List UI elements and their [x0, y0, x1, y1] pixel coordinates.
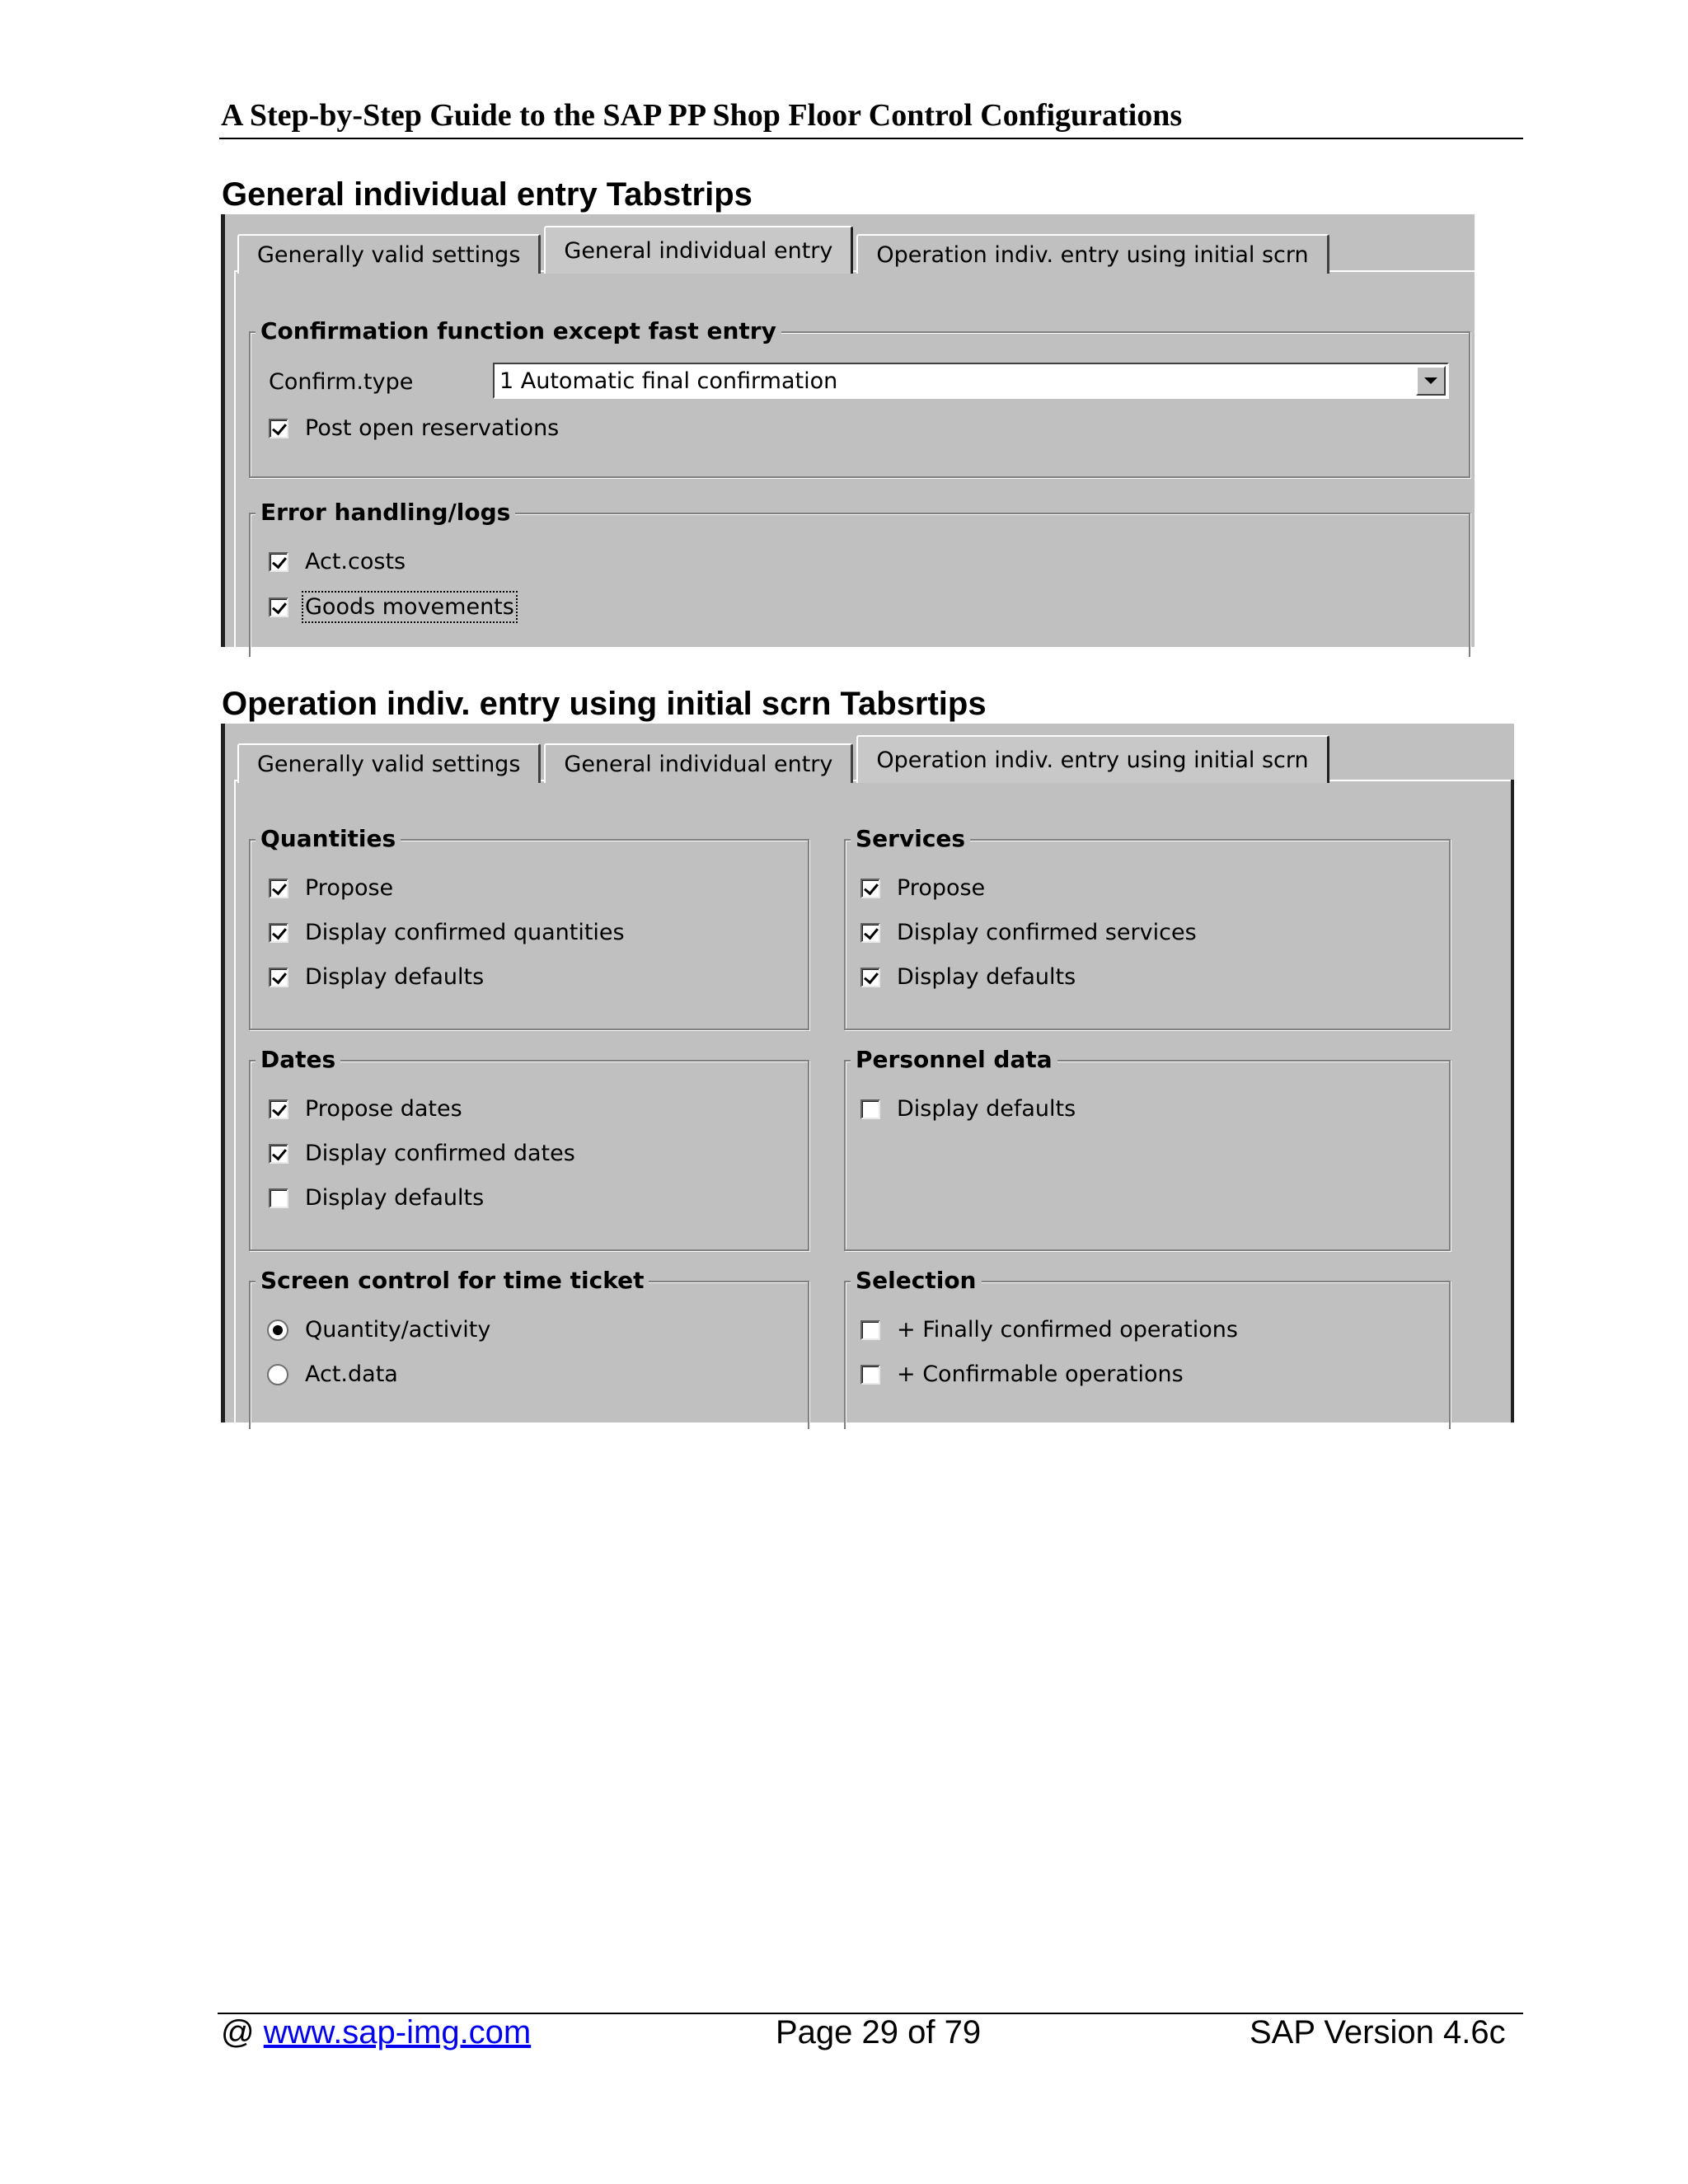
dropdown-button[interactable] — [1416, 366, 1446, 396]
checkbox-label: Post open reservations — [305, 415, 560, 441]
group-title: Error handling/logs — [256, 498, 515, 527]
checkbox-label: Display defaults — [305, 1185, 485, 1211]
finally-confirmed-operations-row[interactable] — [860, 1317, 1238, 1343]
tab-label: General individual entry — [564, 751, 833, 777]
footer-link-area — [221, 2014, 531, 2051]
checkbox-label: Act.costs — [305, 549, 406, 574]
services-propose-checkbox[interactable] — [860, 879, 880, 898]
services-display-defaults-row[interactable] — [860, 964, 1076, 990]
quantities-propose-checkbox[interactable] — [269, 879, 288, 898]
header-rule — [219, 138, 1523, 139]
footer-page-number: Page 29 of 79 — [776, 2014, 982, 2050]
confirmable-operations-row[interactable] — [860, 1361, 1184, 1387]
confirm-type-value: 1 Automatic final confirmation — [499, 368, 838, 394]
services-display-confirmed-row[interactable] — [860, 920, 1197, 945]
tab-label: Generally valid settings — [257, 751, 521, 777]
display-confirmed-dates-row[interactable] — [269, 1141, 575, 1166]
footer-at: @ — [221, 2014, 255, 2050]
document-header: A Step-by-Step Guide to the SAP PP Shop Floor Control Configurations — [221, 98, 1183, 133]
group-personnel-data — [844, 1046, 1451, 1251]
post-open-reservations-row[interactable] — [269, 415, 559, 441]
checkbox-label: Display confirmed services — [897, 920, 1197, 945]
personnel-display-defaults-row[interactable] — [860, 1096, 1076, 1122]
group-dates — [249, 1046, 809, 1251]
post-open-reservations-checkbox[interactable] — [269, 419, 288, 438]
group-confirmation-function — [249, 317, 1470, 478]
quantities-display-defaults-row[interactable] — [269, 964, 484, 990]
checkbox-label: + Finally confirmed operations — [897, 1317, 1238, 1343]
services-display-defaults-checkbox[interactable] — [860, 968, 880, 987]
screen-right-edge — [1511, 780, 1514, 1422]
dates-display-defaults-checkbox[interactable] — [269, 1188, 288, 1208]
display-confirmed-dates-checkbox[interactable] — [269, 1144, 288, 1164]
tab-generally-valid-settings[interactable] — [237, 743, 541, 783]
confirmable-operations-checkbox[interactable] — [860, 1365, 880, 1385]
sap-screen-general-individual-entry — [221, 214, 1475, 647]
finally-confirmed-operations-checkbox[interactable] — [860, 1320, 880, 1340]
checkbox-label: Propose — [305, 875, 394, 901]
display-confirmed-quantities-checkbox[interactable] — [269, 923, 288, 943]
section-title-operation-indiv-entry: Operation indiv. entry using initial scrn Tabsrtips — [222, 686, 987, 722]
checkbox-label: Propose dates — [305, 1096, 462, 1122]
checkbox-label: + Confirmable operations — [897, 1361, 1184, 1387]
sap-screen-operation-indiv-entry — [221, 724, 1514, 1422]
group-title: Dates — [256, 1045, 340, 1075]
footer-sap-version: SAP Version 4.6c — [1250, 2014, 1506, 2050]
radio-label: Quantity/activity — [305, 1317, 491, 1343]
group-title: Screen control for time ticket — [256, 1266, 649, 1296]
checkbox-label: Display confirmed dates — [305, 1141, 575, 1166]
checkbox-label: Display defaults — [897, 964, 1076, 990]
quantity-activity-radio[interactable] — [267, 1319, 288, 1341]
tab-label: Operation indiv. entry using initial scrn — [876, 241, 1309, 268]
chevron-down-icon — [1424, 377, 1437, 384]
tab-operation-indiv-entry[interactable] — [856, 735, 1329, 783]
checkbox-label: Propose — [897, 875, 986, 901]
checkbox-label: Goods movements — [305, 594, 514, 620]
tab-general-individual-entry[interactable] — [544, 743, 853, 783]
tab-label: General individual entry — [564, 237, 833, 264]
act-costs-checkbox[interactable] — [269, 552, 288, 572]
quantities-propose-row[interactable] — [269, 875, 393, 901]
confirm-type-dropdown[interactable] — [493, 363, 1449, 399]
group-title: Confirmation function except fast entry — [256, 316, 781, 346]
group-services — [844, 825, 1451, 1030]
section-title-general-individual-entry: General individual entry Tabstrips — [222, 176, 753, 213]
group-title: Services — [851, 824, 970, 854]
quantities-display-confirmed-row[interactable] — [269, 920, 625, 945]
tab-generally-valid-settings[interactable] — [237, 234, 541, 274]
personnel-display-defaults-checkbox[interactable] — [860, 1099, 880, 1119]
screen-left-edge — [221, 724, 225, 1422]
confirm-type-label: Confirm.type — [269, 369, 414, 395]
checkbox-label: Display defaults — [305, 964, 485, 990]
tab-label: Operation indiv. entry using initial scrn — [876, 747, 1309, 773]
services-propose-row[interactable] — [860, 875, 985, 901]
screen-left-edge — [221, 214, 225, 647]
goods-movements-checkbox[interactable] — [269, 598, 288, 617]
group-screen-control-time-ticket — [249, 1267, 809, 1429]
group-title: Selection — [851, 1266, 982, 1296]
dates-display-defaults-row[interactable] — [269, 1185, 484, 1211]
group-title: Quantities — [256, 824, 401, 854]
propose-dates-checkbox[interactable] — [269, 1099, 288, 1119]
act-costs-row[interactable] — [269, 549, 406, 574]
act-data-radio[interactable] — [267, 1364, 288, 1385]
quantities-display-defaults-checkbox[interactable] — [269, 968, 288, 987]
tab-bar — [237, 735, 1333, 783]
display-confirmed-services-checkbox[interactable] — [860, 923, 880, 943]
group-error-handling — [249, 499, 1470, 657]
tab-operation-indiv-entry[interactable] — [856, 234, 1329, 274]
act-data-row[interactable] — [267, 1361, 398, 1387]
group-selection — [844, 1267, 1451, 1429]
footer-website-link[interactable]: www.sap-img.com — [263, 2014, 532, 2050]
quantity-activity-row[interactable] — [267, 1317, 490, 1343]
tab-bar — [237, 226, 1333, 274]
propose-dates-row[interactable] — [269, 1096, 462, 1122]
tab-general-individual-entry[interactable] — [544, 226, 853, 274]
checkbox-label: Display defaults — [897, 1096, 1076, 1122]
radio-label: Act.data — [305, 1361, 398, 1387]
checkbox-label: Display confirmed quantities — [305, 920, 625, 945]
tab-label: Generally valid settings — [257, 241, 521, 268]
group-title: Personnel data — [851, 1045, 1057, 1075]
goods-movements-row[interactable] — [269, 594, 514, 620]
group-quantities — [249, 825, 809, 1030]
